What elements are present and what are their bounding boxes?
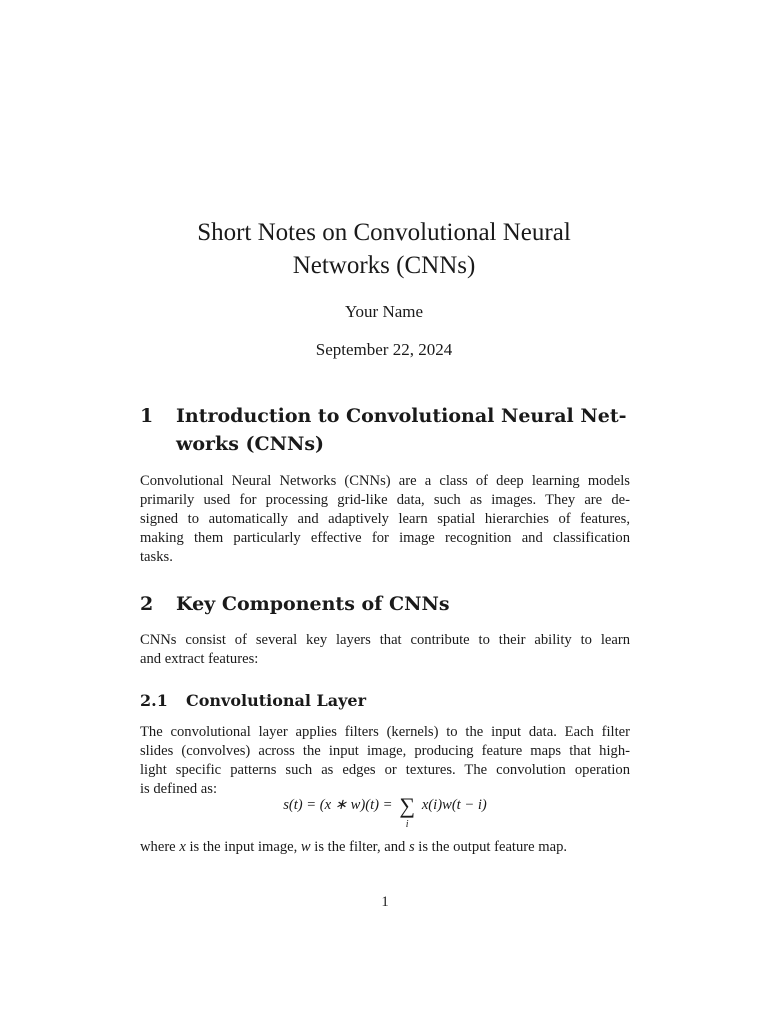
paragraph-line: The convolutional layer applies filters (kernels) to the input data. Each filter	[140, 724, 630, 740]
explanation-text: where	[140, 839, 180, 855]
paragraph-line: slides (convolves) across the input image, producing feature maps that high-	[140, 743, 630, 759]
convolution-equation	[140, 793, 630, 836]
section-1-heading	[140, 402, 630, 458]
variable-s: s	[408, 839, 415, 855]
equation-rhs: x(i)w(t − i)	[421, 797, 487, 813]
explanation-text: is the output feature map.	[414, 839, 568, 855]
document-date: September 22, 2024	[315, 340, 453, 359]
section-number: 2	[140, 593, 154, 615]
section-number: 1	[140, 405, 154, 427]
variable-w: w	[300, 839, 311, 855]
subsection-2-1-heading	[140, 690, 630, 712]
section-title: Key Components of CNNs	[176, 593, 450, 615]
subsection-number: 2.1	[140, 691, 168, 710]
section-2-paragraph	[140, 631, 630, 669]
explanation-text: is the input image,	[185, 839, 301, 855]
paragraph-line: CNNs consist of several key layers that contribute to their ability to learn	[140, 632, 630, 648]
subsection-paragraph	[140, 723, 630, 799]
title-line-2: Networks (CNNs)	[292, 252, 476, 279]
section-title-line-1: Introduction to Convolutional Neural Net-	[176, 405, 627, 427]
summation-index: i	[405, 819, 409, 830]
paragraph-line: signed to automatically and adaptively learn spatial hierarchies of features,	[140, 511, 630, 527]
section-2-heading	[140, 590, 630, 618]
paragraph-line: Convolutional Neural Networks (CNNs) are a class of deep learning models	[140, 473, 630, 489]
section-1-paragraph	[140, 472, 630, 567]
title-line-1: Short Notes on Convolutional Neural	[197, 219, 571, 246]
paragraph-line: tasks.	[140, 549, 173, 565]
paragraph-line: is defined as:	[140, 781, 218, 797]
section-title-line-2: works (CNNs)	[176, 433, 325, 455]
paragraph-line: primarily used for processing grid-like data, such as images. They are de-	[140, 492, 630, 508]
paragraph-line: making them particularly effective for image recognition and classification	[140, 530, 630, 546]
explanation-text: is the filter, and	[310, 839, 409, 855]
paragraph-line: light specific patterns such as edges or textures. The convolution operation	[140, 762, 630, 778]
page-number: 1	[381, 894, 389, 910]
subsection-title: Convolutional Layer	[186, 691, 367, 710]
equation-explanation	[140, 838, 630, 857]
paragraph-line: and extract features:	[140, 651, 259, 667]
author-name: Your Name	[344, 302, 424, 321]
summation-symbol: ∑	[399, 793, 416, 818]
equation-lhs: s(t) = (x ∗ w)(t) =	[283, 797, 393, 813]
summation	[396, 793, 418, 830]
document-title	[140, 216, 628, 282]
variable-x: x	[179, 839, 186, 855]
section-title	[176, 402, 630, 458]
